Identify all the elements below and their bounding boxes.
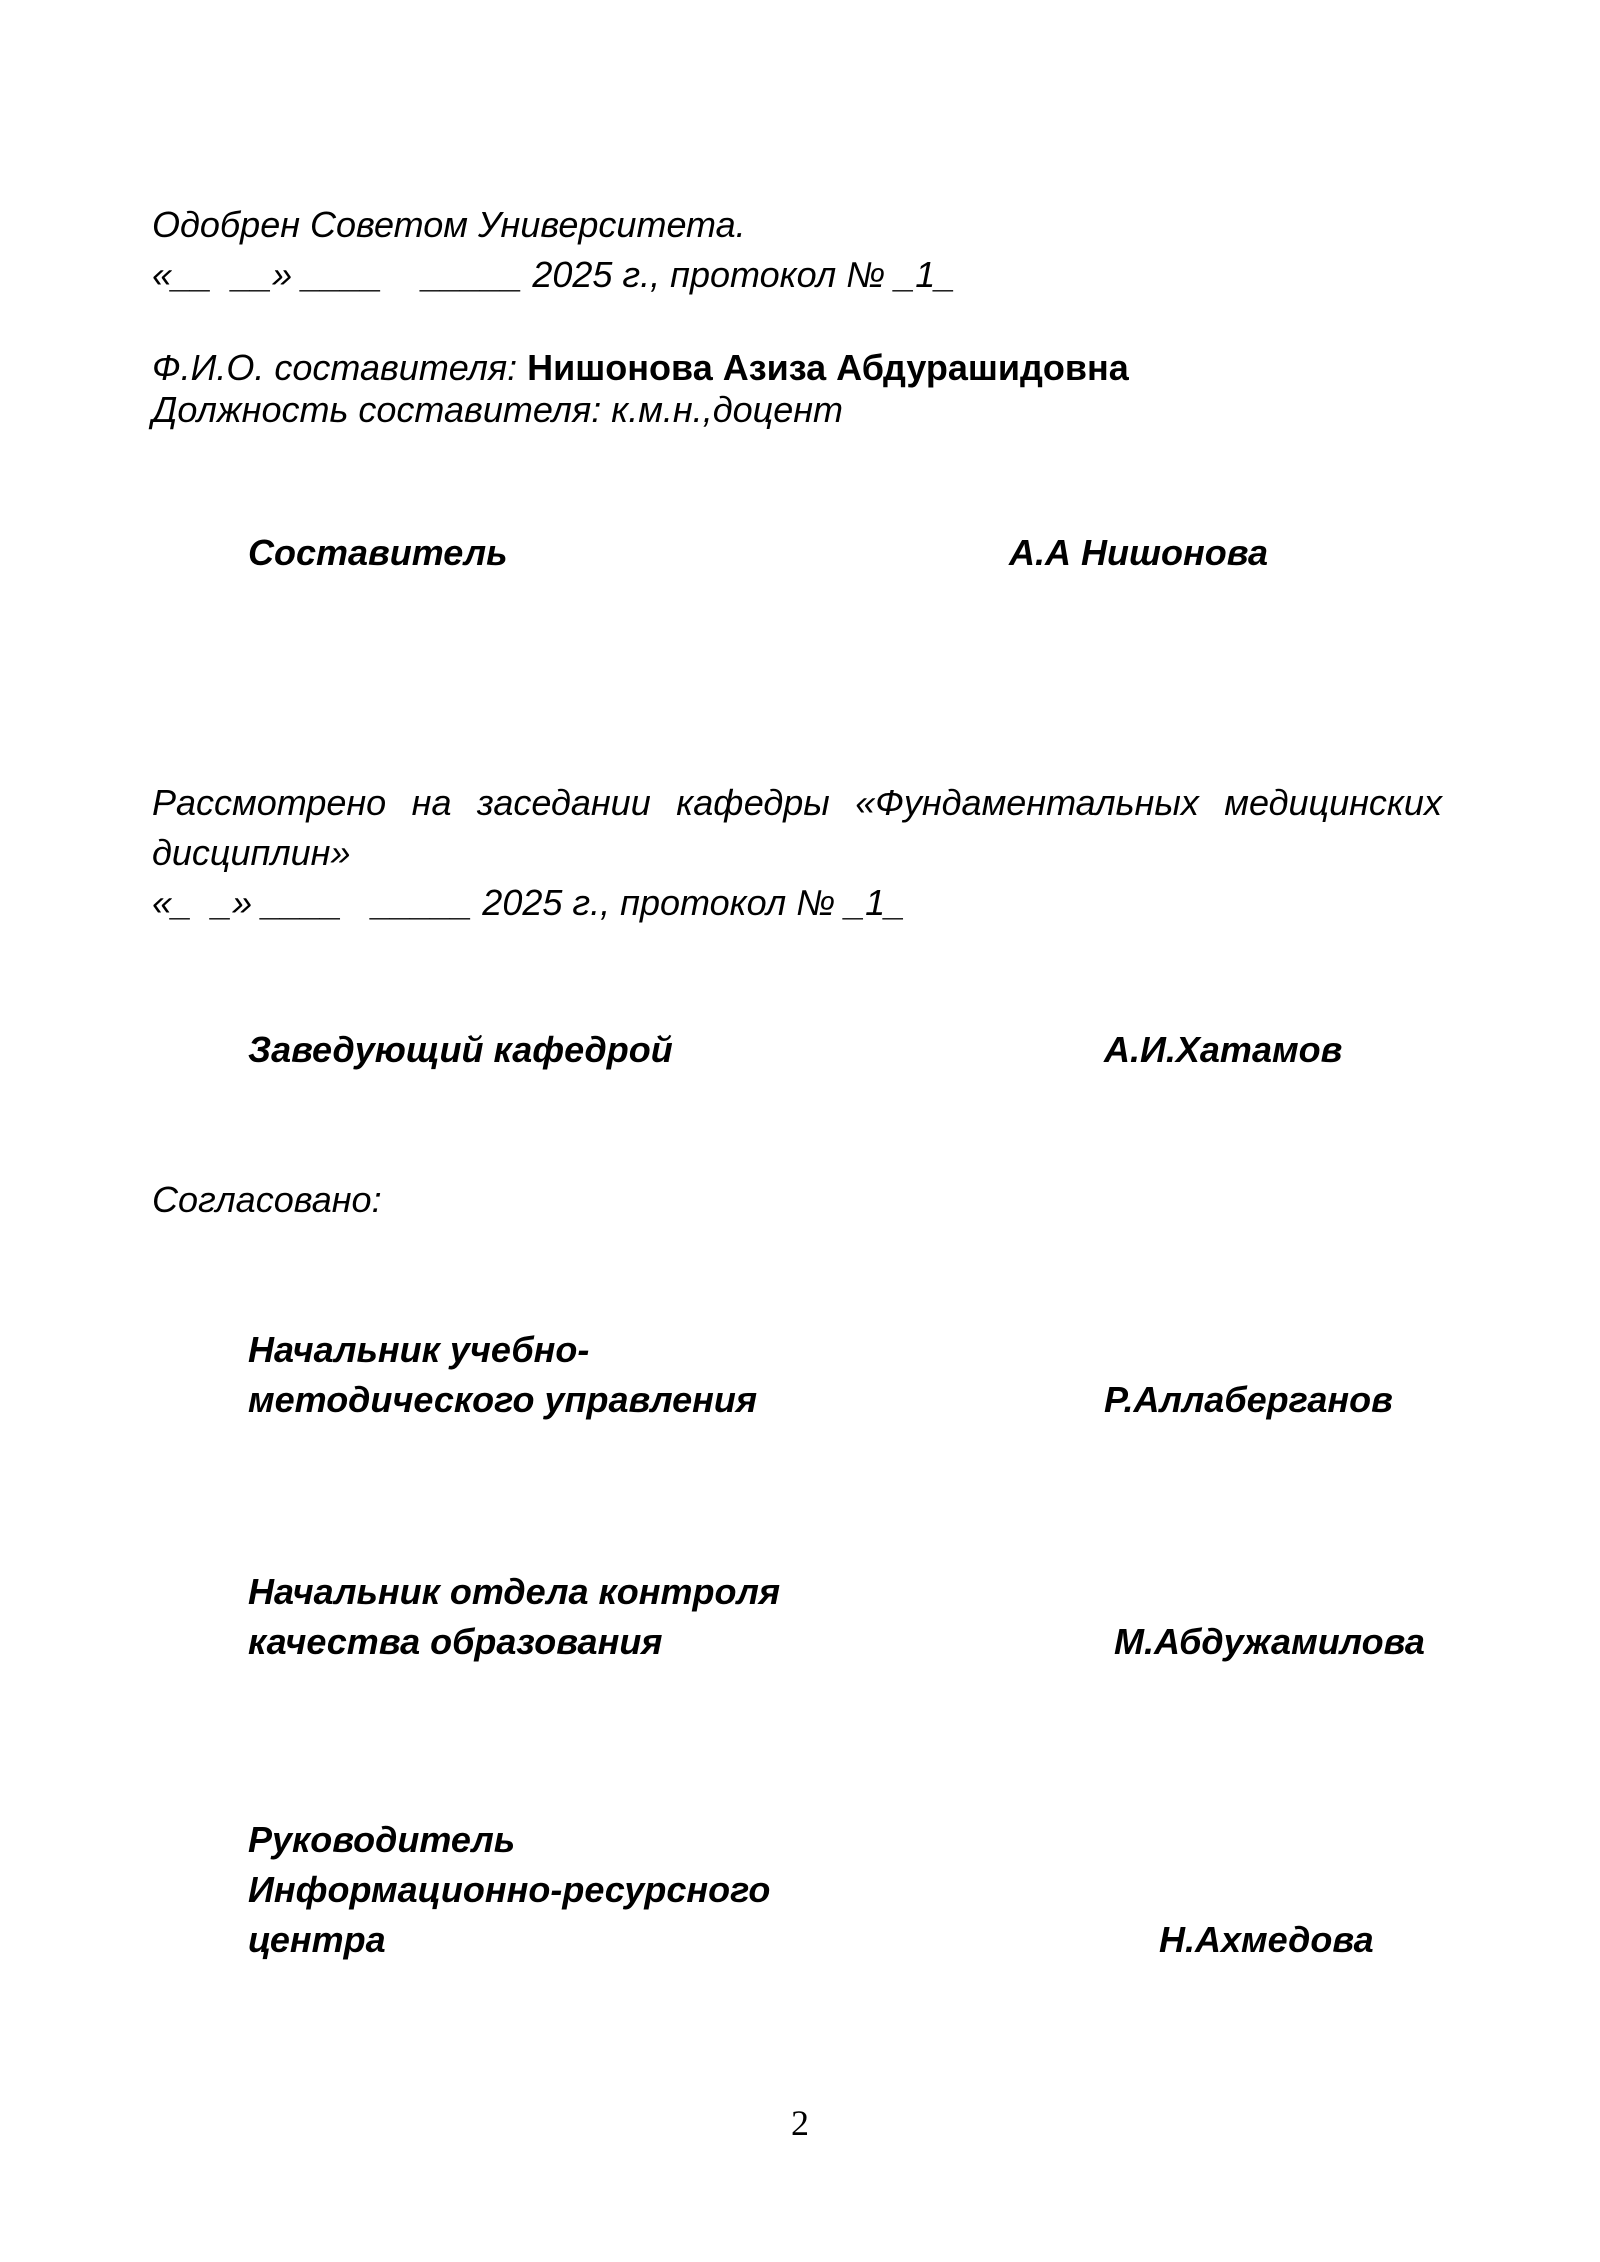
author-name-prefix: Ф.И.О. составителя:	[152, 347, 528, 388]
signer-title-line: центра	[248, 1919, 386, 1960]
department-review-word: заседании	[476, 782, 651, 823]
department-review-word: кафедры	[676, 782, 830, 823]
department-review-line	[152, 778, 1442, 828]
department-review-word: на	[411, 782, 452, 823]
signer-name: М.Абдужамилова	[1114, 1621, 1425, 1662]
council-date-line: «__ __» ____ _____ 2025 г., протокол № _1_	[152, 254, 956, 295]
signer-title-line: Руководитель	[248, 1819, 516, 1860]
department-date-line: «_ _» ____ _____ 2025 г., протокол № _1_	[152, 882, 906, 923]
agreed-label: Согласовано:	[152, 1179, 382, 1220]
department-review-word: Рассмотрено	[152, 782, 387, 823]
compiler-title: Составитель	[248, 532, 508, 573]
compiler-name: А.А Нишонова	[1009, 532, 1269, 573]
signer-title-line: Начальник отдела контроля	[248, 1571, 781, 1612]
signer-title-line: Информационно-ресурсного	[248, 1869, 771, 1910]
council-approval-line: Одобрен Советом Университета.	[152, 204, 746, 245]
signer-name: Р.Аллаберганов	[1104, 1379, 1393, 1420]
department-review-line-2: дисциплин»	[152, 832, 351, 873]
page-number: 2	[791, 2103, 809, 2143]
signer-name: Н.Ахмедова	[1159, 1919, 1374, 1960]
signer-title-line: методического управления	[248, 1379, 758, 1420]
department-review-word: медицинских	[1224, 782, 1442, 823]
author-position-line: Должность составителя: к.м.н.,доцент	[152, 389, 844, 430]
department-head-title: Заведующий кафедрой	[248, 1029, 673, 1070]
signer-title-line: Начальник учебно-	[248, 1329, 590, 1370]
department-head-name: А.И.Хатамов	[1104, 1029, 1343, 1070]
author-name: Нишонова Азиза Абдурашидовна	[527, 347, 1129, 388]
signer-title-line: качества образования	[248, 1621, 663, 1662]
department-review-word: «Фундаментальных	[855, 782, 1199, 823]
